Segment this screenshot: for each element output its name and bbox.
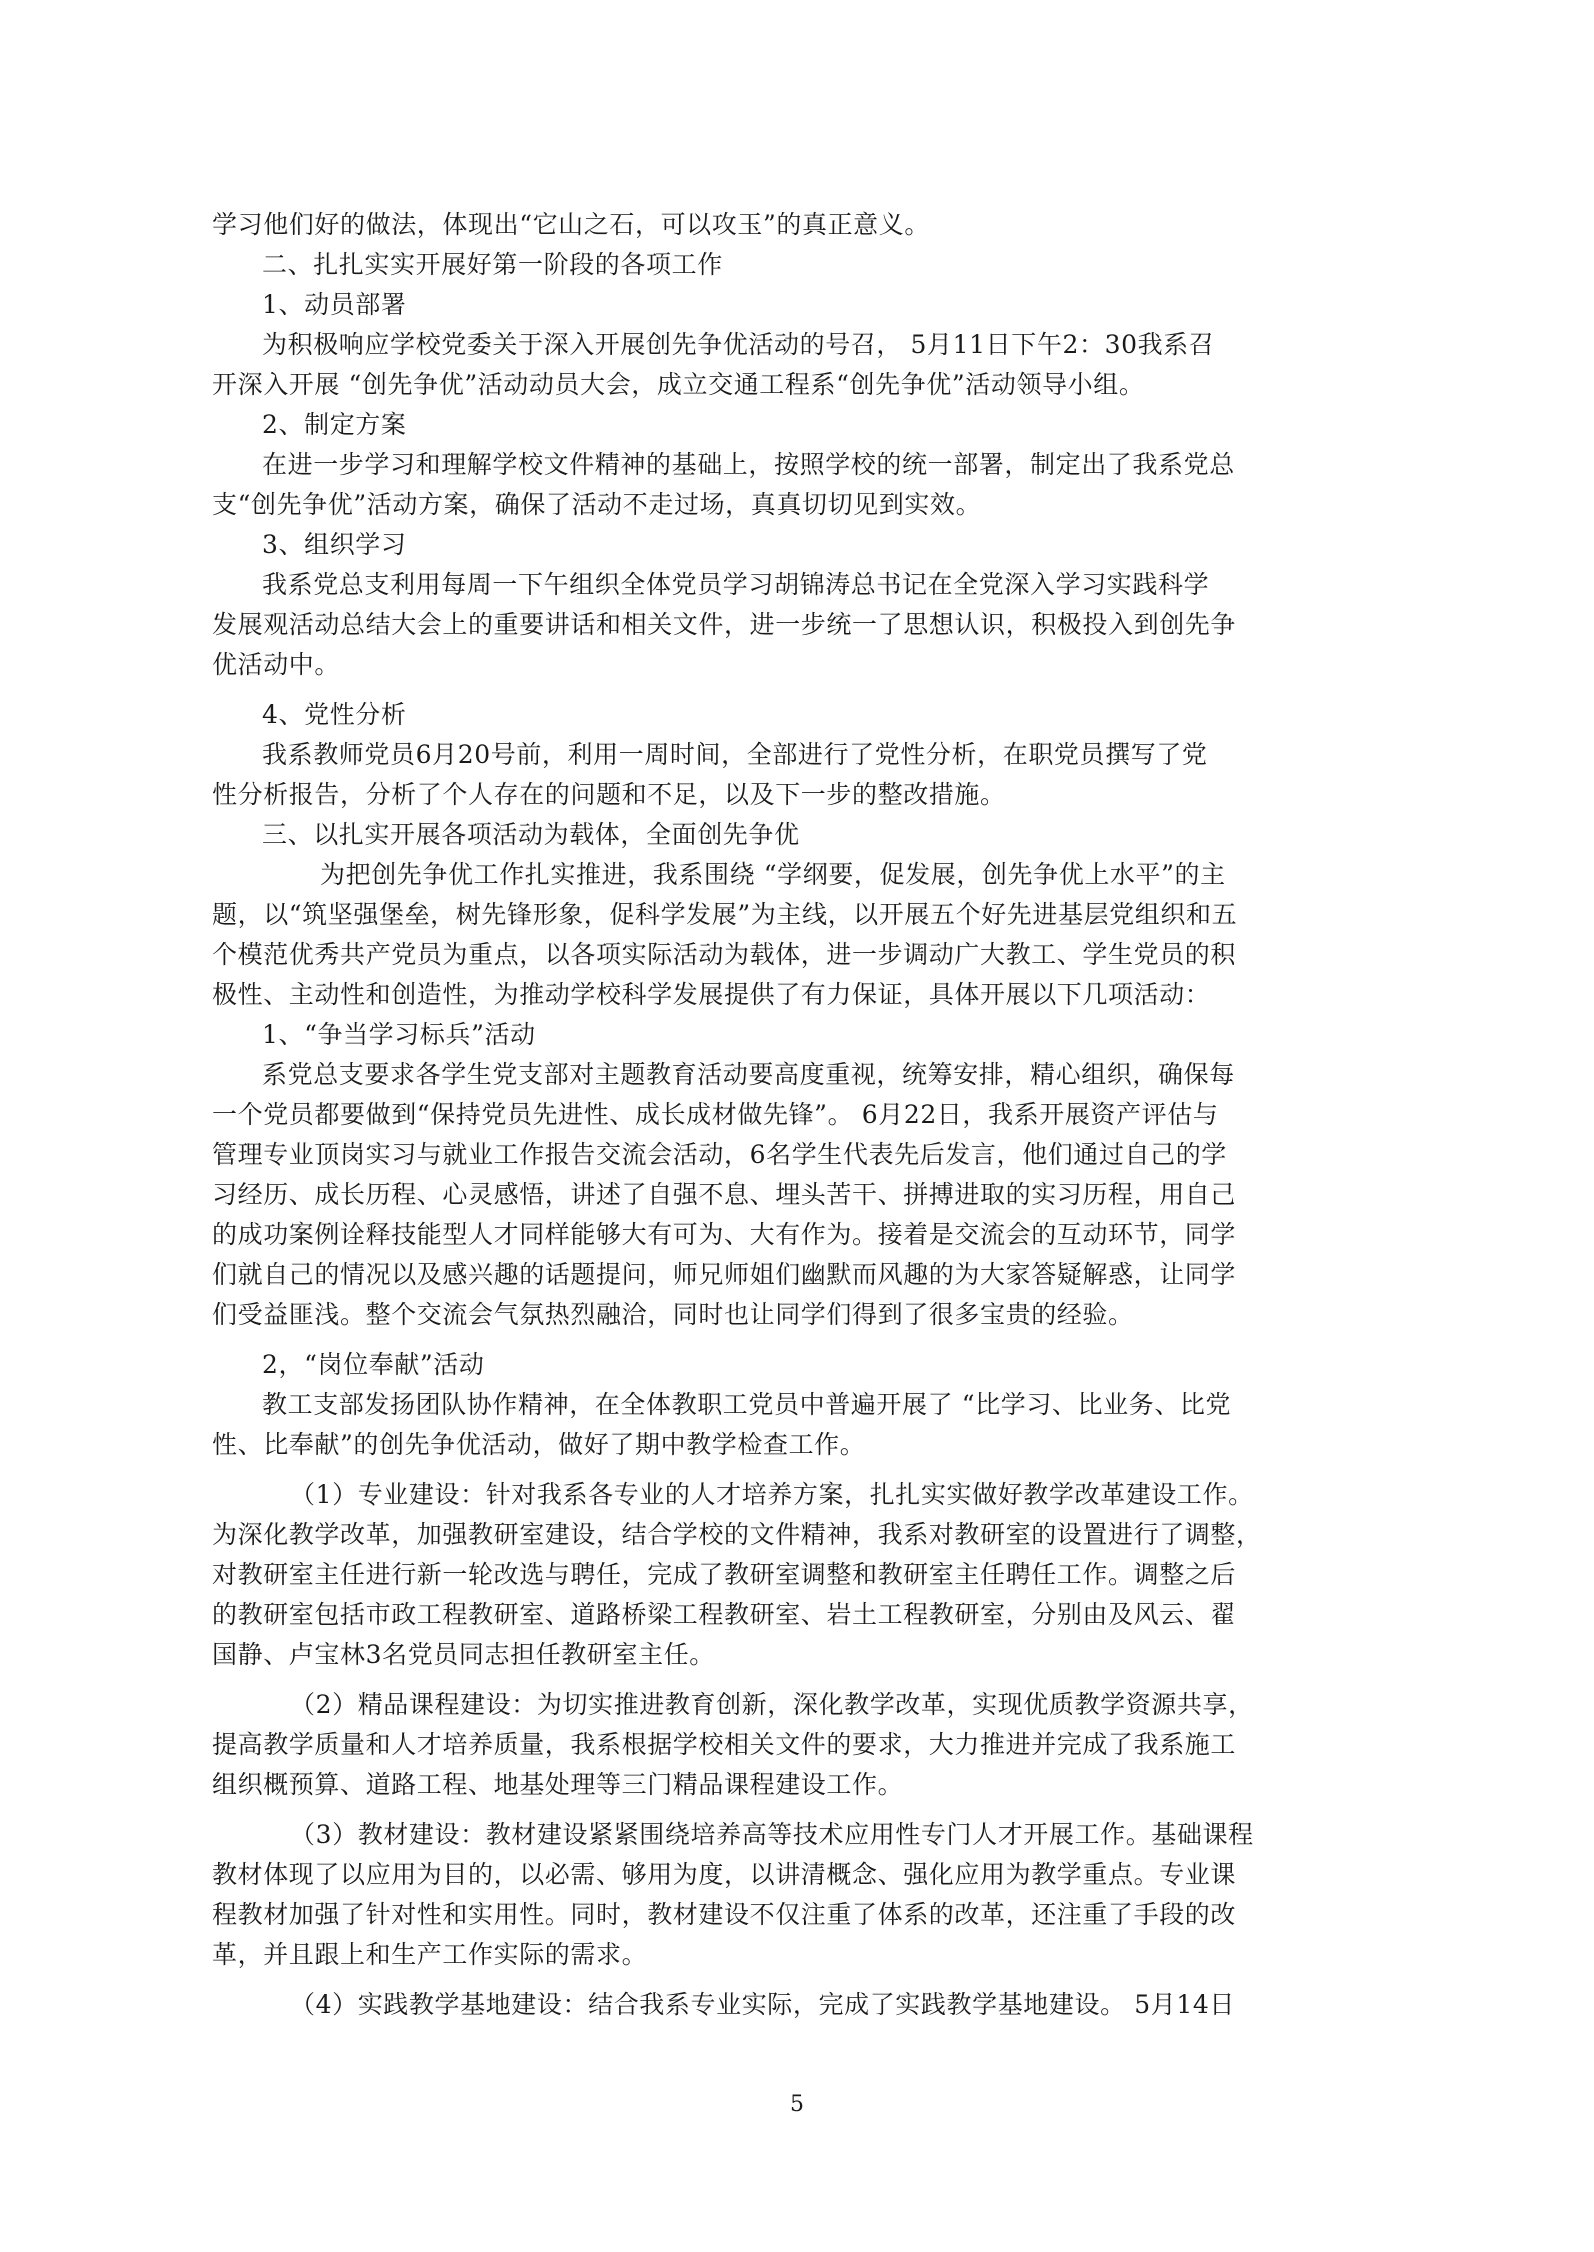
text-line: 的成功案例诠释技能型人才同样能够大有可为、大有作为。接着是交流会的互动环节，同学 — [212, 1220, 1237, 1249]
text-line: 题，以“筑坚强堡垒，树先锋形象，促科学发展”为主线，以开展五个好先进基层党组织和五 — [212, 900, 1238, 929]
section-heading: 三、以扎实开展各项活动为载体，全面创先争优 — [262, 820, 800, 849]
text-line: 在进一步学习和理解学校文件精神的基础上，按照学校的统一部署，制定出了我系党总 — [262, 450, 1235, 479]
text-line: 系党总支要求各学生党支部对主题教育活动要高度重视，统筹安排，精心组织，确保每 — [262, 1060, 1235, 1089]
text-line: 的教研室包括市政工程教研室、道路桥梁工程教研室、岩土工程教研室，分别由及风云、翟 — [212, 1600, 1237, 1629]
subsection-heading: 4、党性分析 — [262, 700, 407, 729]
text-line: 管理专业顶岗实习与就业工作报告交流会活动，6名学生代表先后发言，他们通过自己的学 — [212, 1140, 1227, 1169]
page-number: 5 — [790, 2092, 804, 2117]
subsection-heading: 2，“岗位奉献”活动 — [262, 1350, 485, 1379]
text-line: 学习他们好的做法，体现出“它山之石，可以攻玉”的真正意义。 — [212, 210, 930, 239]
text-line: （4）实践教学基地建设：结合我系专业实际，完成了实践教学基地建设。 5月14日 — [290, 1990, 1235, 2019]
text-line: （1）专业建设：针对我系各专业的人才培养方案，扎扎实实做好教学改革建设工作。 — [290, 1480, 1254, 1509]
text-line: 优活动中。 — [212, 650, 341, 679]
text-line: 为把创先争优工作扎实推进，我系围绕 “学纲要，促发展，创先争优上水平”的主 — [320, 860, 1226, 889]
text-line: 习经历、成长历程、心灵感悟，讲述了自强不息、埋头苦干、拼搏进取的实习历程，用自己 — [212, 1180, 1237, 1209]
section-heading: 二、扎扎实实开展好第一阶段的各项工作 — [262, 250, 723, 279]
text-line: 性、比奉献”的创先争优活动，做好了期中教学检查工作。 — [212, 1430, 866, 1459]
text-line: （2）精品课程建设：为切实推进教育创新，深化教学改革，实现优质教学资源共享， — [290, 1690, 1254, 1719]
subsection-heading: 3、组织学习 — [262, 530, 407, 559]
text-line: 极性、主动性和创造性，为推动学校科学发展提供了有力保证，具体开展以下几项活动： — [212, 980, 1211, 1009]
text-line: 开深入开展 “创先争优”活动动员大会，成立交通工程系“创先争优”活动领导小组。 — [212, 370, 1145, 399]
text-line: 性分析报告，分析了个人存在的问题和不足，以及下一步的整改措施。 — [212, 780, 1006, 809]
text-line: 们受益匪浅。整个交流会气氛热烈融洽，同时也让同学们得到了很多宝贵的经验。 — [212, 1300, 1134, 1329]
text-line: 对教研室主任进行新一轮改选与聘任，完成了教研室调整和教研室主任聘任工作。调整之后 — [212, 1560, 1237, 1589]
text-line: 程教材加强了针对性和实用性。同时，教材建设不仅注重了体系的改革，还注重了手段的改 — [212, 1900, 1237, 1929]
text-line: 提高教学质量和人才培养质量，我系根据学校相关文件的要求，大力推进并完成了我系施工 — [212, 1730, 1237, 1759]
text-line: 为积极响应学校党委关于深入开展创先争优活动的号召， 5月11日下午2：30我系召 — [262, 330, 1215, 359]
text-line: 我系党总支利用每周一下午组织全体党员学习胡锦涛总书记在全党深入学习实践科学 — [262, 570, 1210, 599]
text-line: 一个党员都要做到“保持党员先进性、成长成材做先锋”。 6月22日，我系开展资产评估与 — [212, 1100, 1219, 1129]
text-line: 个模范优秀共产党员为重点，以各项实际活动为载体，进一步调动广大教工、学生党员的积 — [212, 940, 1237, 969]
subsection-heading: 2、制定方案 — [262, 410, 407, 439]
text-line: 组织概预算、道路工程、地基处理等三门精品课程建设工作。 — [212, 1770, 904, 1799]
text-line: 革，并且跟上和生产工作实际的需求。 — [212, 1940, 648, 1969]
text-line: （3）教材建设：教材建设紧紧围绕培养高等技术应用性专门人才开展工作。基础课程 — [290, 1820, 1254, 1849]
subsection-heading: 1、动员部署 — [262, 290, 407, 319]
subsection-heading: 1、“争当学习标兵”活动 — [262, 1020, 536, 1049]
text-line: 们就自己的情况以及感兴趣的话题提问，师兄师姐们幽默而风趣的为大家答疑解惑，让同学 — [212, 1260, 1237, 1289]
text-line: 为深化教学改革，加强教研室建设，结合学校的文件精神，我系对教研室的设置进行了调整， — [212, 1520, 1262, 1549]
text-line: 国静、卢宝林3名党员同志担任教研室主任。 — [212, 1640, 715, 1669]
text-line: 支“创先争优”活动方案，确保了活动不走过场，真真切切见到实效。 — [212, 490, 982, 519]
text-line: 发展观活动总结大会上的重要讲话和相关文件，进一步统一了思想认识，积极投入到创先争 — [212, 610, 1237, 639]
text-line: 教材体现了以应用为目的，以必需、够用为度，以讲清概念、强化应用为教学重点。专业课 — [212, 1860, 1237, 1889]
text-line: 教工支部发扬团队协作精神，在全体教职工党员中普遍开展了 “比学习、比业务、比党 — [262, 1390, 1232, 1419]
text-line: 我系教师党员6月20号前，利用一周时间，全部进行了党性分析，在职党员撰写了党 — [262, 740, 1208, 769]
